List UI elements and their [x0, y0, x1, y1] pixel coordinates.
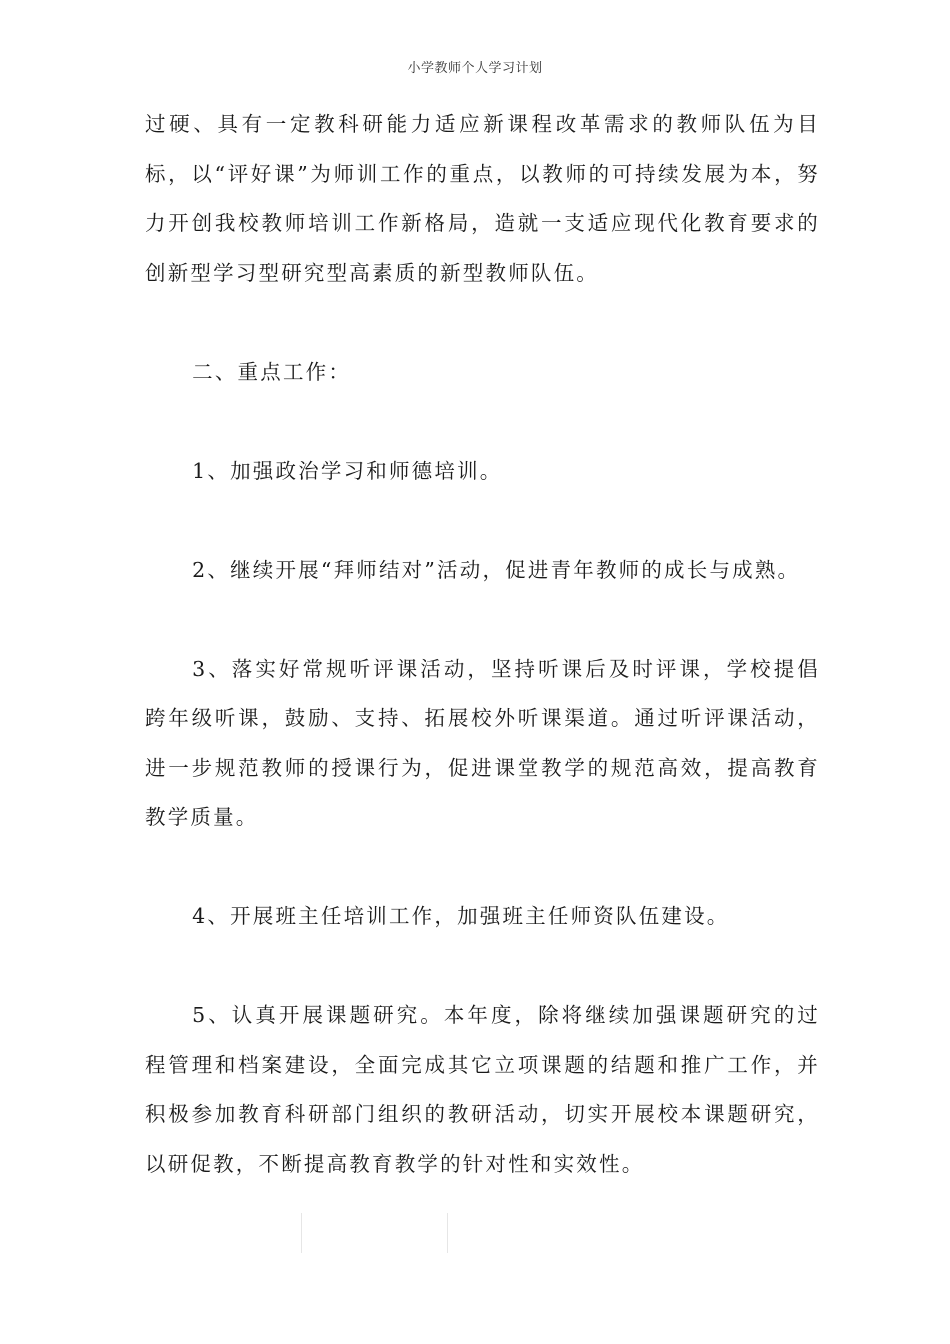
page-footer-marks — [0, 1213, 950, 1253]
footer-divider-right — [447, 1213, 448, 1253]
list-item-1: 1、加强政治学习和师德培训。 — [192, 458, 503, 483]
page-header-title: 小学教师个人学习计划 — [407, 61, 543, 76]
document-body — [145, 100, 820, 1189]
intro-paragraph: 过硬、具有一定教科研能力适应新课程改革需求的教师队伍为目标，以“评好课”为师训工作的重点，以教师的可持续发展为本，努力开创我校教师培训工作新格局，造就一支适应现代化教育要求的创新型学习型研究型高素质的新型教师队伍。 — [145, 112, 820, 285]
list-item-5: 5、认真开展课题研究。本年度，除将继续加强课题研究的过程管理和档案建设，全面完成其它立项课题的结题和推广工作，并积极参加教育科研部门组织的教研活动，切实开展校本课题研究，以研促教，不断提高教育教学的针对性和实效性。 — [145, 1003, 820, 1176]
section-heading: 二、重点工作： — [192, 359, 352, 384]
list-item-4: 4、开展班主任培训工作，加强班主任师资队伍建设。 — [192, 904, 730, 928]
footer-divider-left — [301, 1213, 302, 1253]
list-item-2: 2、继续开展“拜师结对”活动，促进青年教师的成长与成熟。 — [192, 557, 801, 582]
list-item-3: 3、落实好常规听评课活动，坚持听课后及时评课，学校提倡跨年级听课，鼓励、支持、拓展校外听课渠道。通过听评课活动，进一步规范教师的授课行为，促进课堂教学的规范高效，提高教育教学质量。 — [145, 656, 820, 829]
